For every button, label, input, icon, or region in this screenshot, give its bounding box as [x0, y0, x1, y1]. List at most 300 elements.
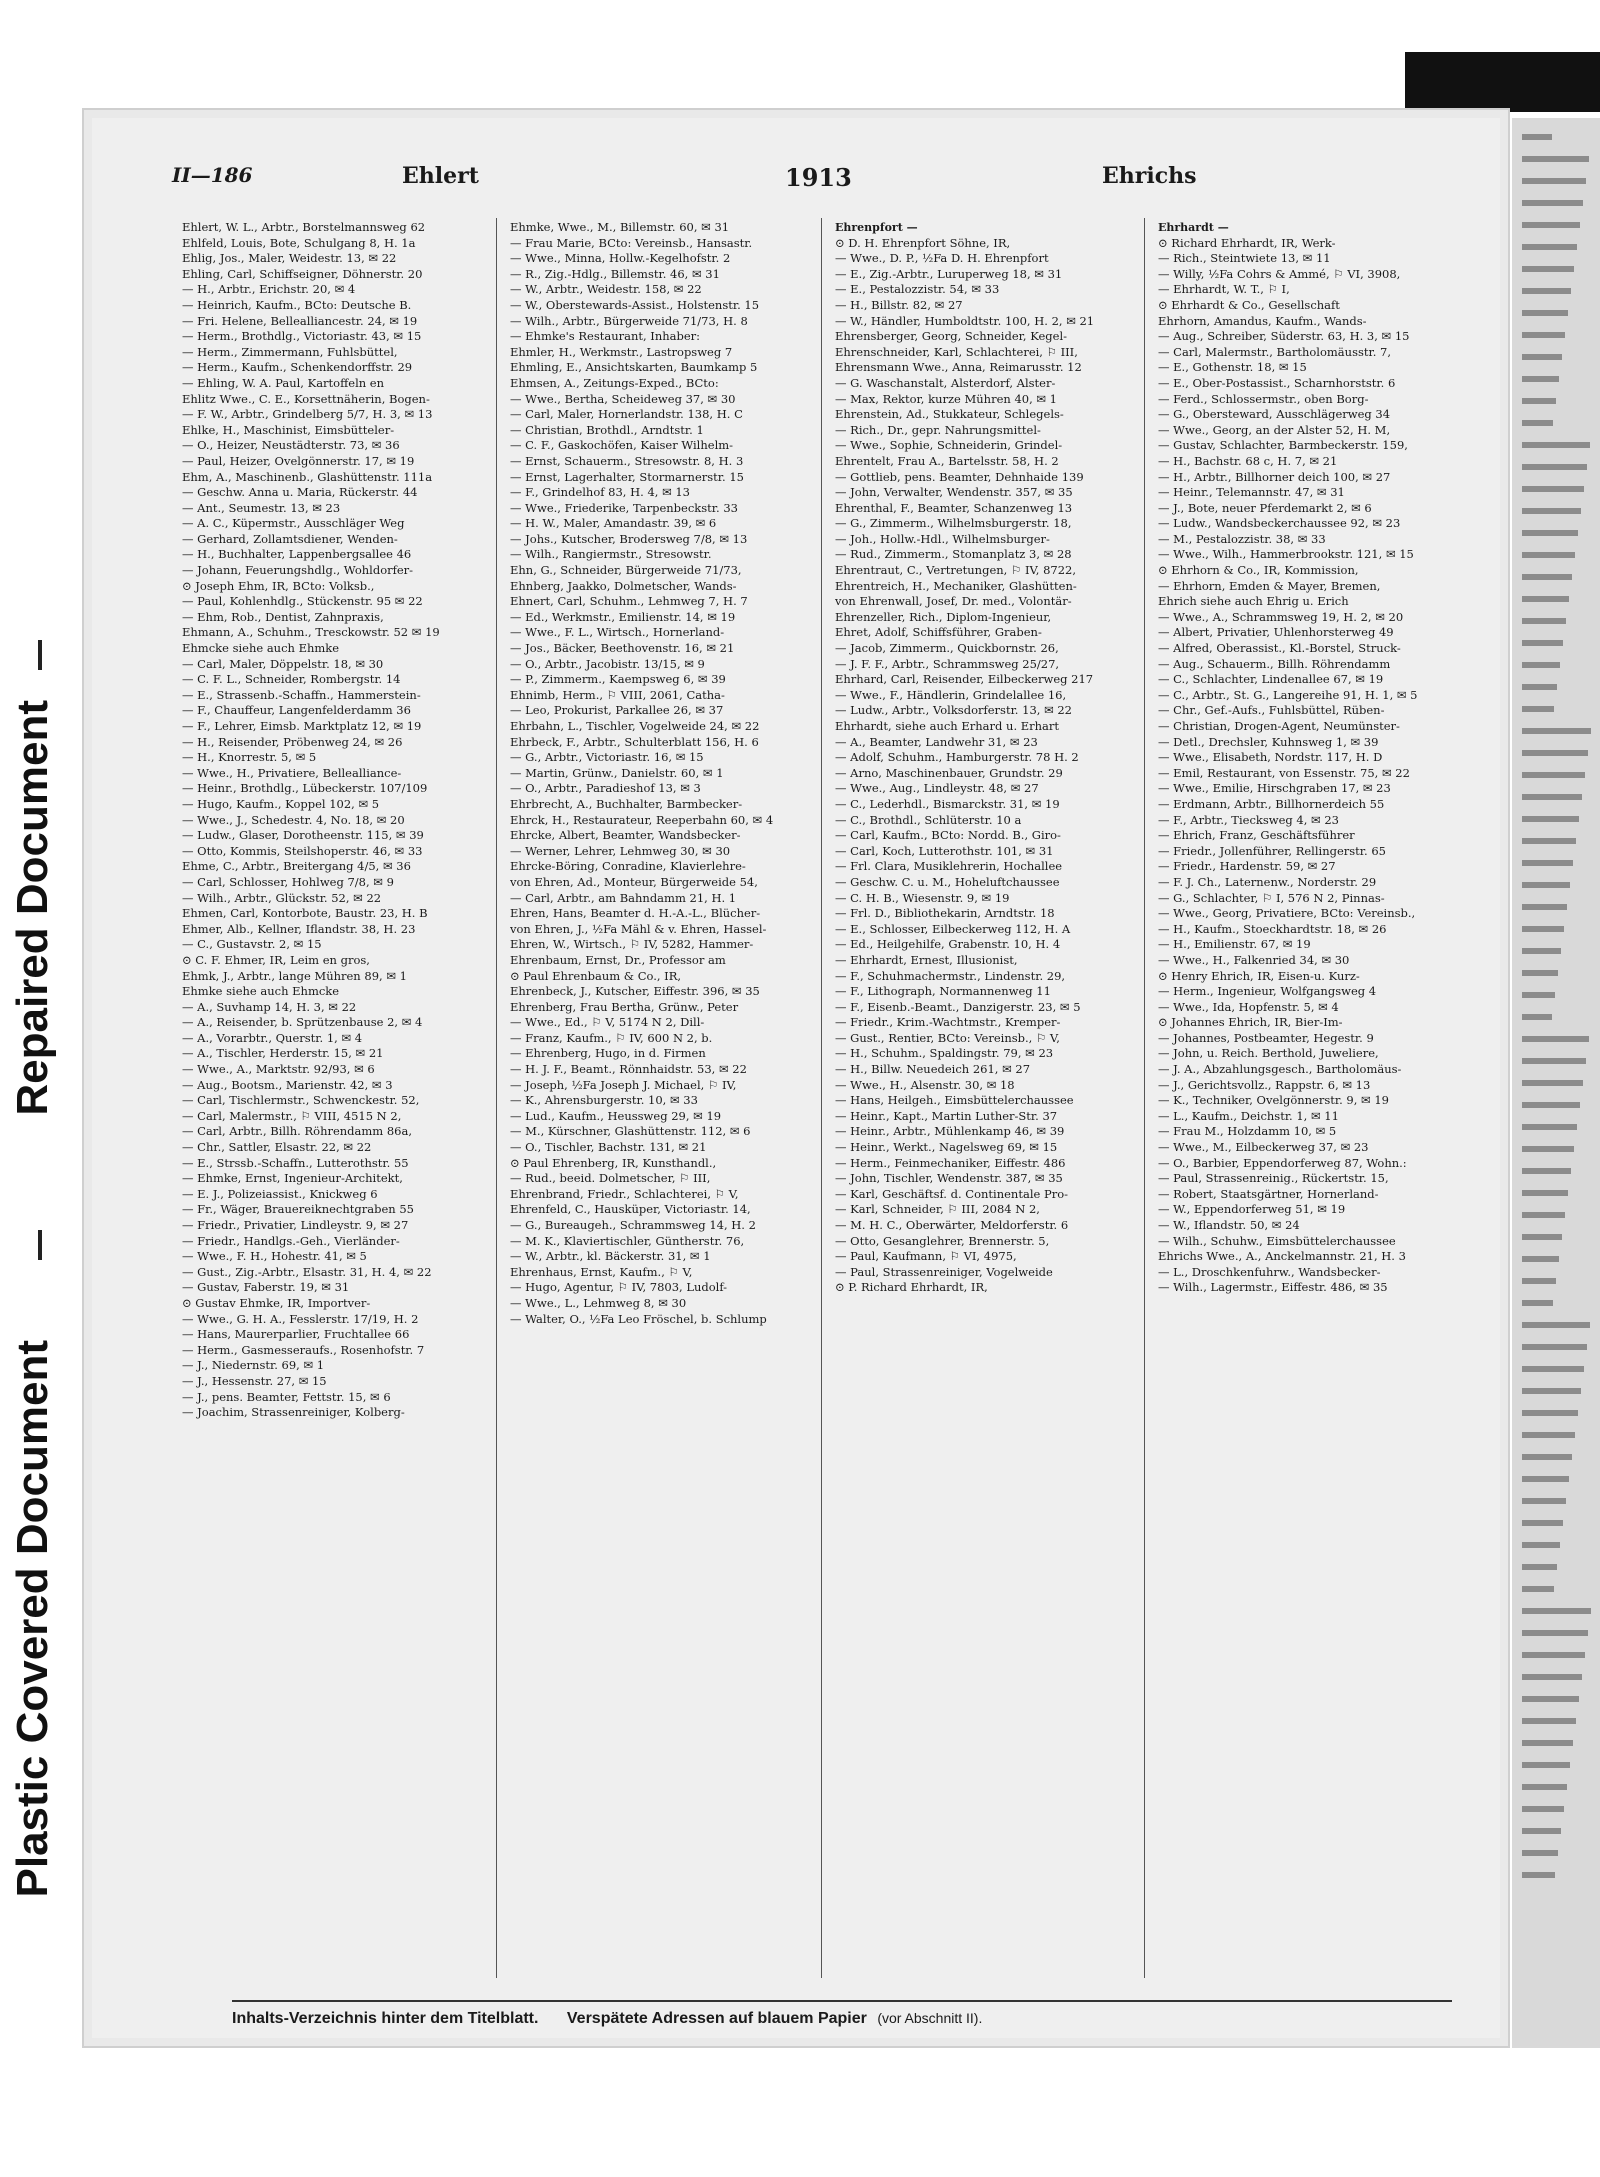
directory-entry: — Ehrich, Franz, Geschäftsführer	[1158, 828, 1355, 843]
directory-entry: — Jos., Bäcker, Beethovenstr. 16, ✉ 21	[510, 641, 735, 656]
adjacent-page-text-line	[1522, 1784, 1567, 1790]
directory-entry: — Carl, Arbtr., Billh. Röhrendamm 86a,	[182, 1124, 413, 1139]
directory-entry: — Joseph, ½Fa Joseph J. Michael, ⚐ IV,	[510, 1077, 737, 1092]
directory-entry: Ehrenschneider, Karl, Schlachterei, ⚐ III,	[835, 344, 1078, 359]
directory-entry: — Friedr., Handlgs.-Geh., Vierländer-	[182, 1233, 400, 1248]
directory-entry: — W., Eppendorferweg 51, ✉ 19	[1158, 1202, 1346, 1217]
directory-entry: — Joachim, Strassenreiniger, Kolberg-	[182, 1405, 405, 1420]
directory-entry: — M., Kürschner, Glashüttenstr. 112, ✉ 6	[510, 1124, 751, 1139]
side-label-top: Repaired Document	[8, 700, 57, 1116]
directory-entry: — C., Arbtr., St. G., Langereihe 91, H. 1, ✉ 5	[1158, 687, 1418, 702]
directory-entry: — K., Ahrensburgerstr. 10, ✉ 33	[510, 1093, 698, 1108]
directory-entry: — Frau M., Holzdamm 10, ✉ 5	[1158, 1124, 1337, 1139]
adjacent-page-text-line	[1522, 332, 1565, 338]
directory-entry: — G., Obersteward, Ausschlägerweg 34	[1158, 407, 1391, 422]
directory-entry: — C. F., Gaskochöfen, Kaiser Wilhelm-	[510, 438, 734, 453]
directory-entry: — Aug., Bootsm., Marienstr. 42, ✉ 3	[182, 1077, 393, 1092]
directory-entry: — Alfred, Oberassist., Kl.-Borstel, Struck-	[1158, 641, 1401, 656]
directory-entry: — Hans, Maurerparlier, Fruchtallee 66	[182, 1327, 410, 1342]
directory-entry: — Johannes, Postbeamter, Hegestr. 9	[1158, 1030, 1374, 1045]
directory-entry: — A., Tischler, Herderstr. 15, ✉ 21	[182, 1046, 384, 1061]
directory-entry: — G., Bureaugeh., Schrammsweg 14, H. 2	[510, 1218, 756, 1232]
directory-entry: — E., Pestalozzistr. 54, ✉ 33	[835, 282, 1000, 297]
directory-entry: Ehmke siehe auch Ehmcke	[182, 984, 340, 999]
directory-entry: — Wilh., Arbtr., Bürgerweide 71/73, H. 8	[510, 313, 748, 328]
adjacent-page-text-line	[1522, 1718, 1576, 1724]
directory-entry: — Rich., Dr., gepr. Nahrungsmittel-	[835, 422, 1041, 437]
directory-entry: — C., Brothdl., Schlüterstr. 10 a	[835, 812, 1022, 827]
directory-entry: — Gottlieb, pens. Beamter, Dehnhaide 139	[835, 469, 1084, 484]
adjacent-page-text-line	[1522, 1850, 1558, 1856]
directory-entry: Ehrenzeller, Rich., Diplom-Ingenieur,	[835, 609, 1052, 624]
side-dash	[38, 1230, 42, 1260]
scan-edge-band	[1405, 52, 1600, 112]
directory-entry: — Herm., Zimmermann, Fuhlsbüttel,	[182, 344, 398, 359]
directory-entry: — F., Eisenb.-Beamt., Danzigerstr. 23, ✉ 5	[835, 999, 1081, 1014]
directory-entry: ⊙ Richard Ehrhardt, IR, Werk-	[1158, 235, 1336, 250]
directory-entry: Ehmer, Alb., Kellner, Iflandstr. 38, H. 23	[182, 921, 416, 936]
adjacent-page-text-line	[1522, 728, 1591, 734]
directory-entry: — K., Techniker, Ovelgönnerstr. 9, ✉ 19	[1158, 1093, 1389, 1108]
directory-entry: — Gust., Rentier, BCto: Vereinsb., ⚐ V,	[835, 1030, 1060, 1045]
adjacent-page-text-line	[1522, 222, 1580, 228]
directory-entry: Ehret, Adolf, Schiffsführer, Graben-	[835, 625, 1042, 640]
directory-entry: — Ludw., Glaser, Dorotheenstr. 115, ✉ 39	[182, 828, 424, 843]
adjacent-page-text-line	[1522, 948, 1561, 954]
directory-entry: Ehrbeck, F., Arbtr., Schulterblatt 156, H. 6	[510, 734, 759, 749]
directory-entry: Ehrentraut, C., Vertretungen, ⚐ IV, 8722,	[835, 563, 1077, 578]
column-head: Ehrhardt —	[1158, 221, 1229, 234]
directory-entry: — Wwe., G. H. A., Fesslerstr. 17/19, H. 2	[182, 1311, 419, 1326]
adjacent-page-text-line	[1522, 1388, 1581, 1394]
page-number: II—186	[172, 163, 253, 187]
directory-entry: — John, u. Reich. Berthold, Juweliere,	[1158, 1046, 1379, 1061]
directory-entry: ⊙ Joseph Ehm, IR, BCto: Volksb.,	[182, 578, 375, 593]
directory-entry: — Friedr., Privatier, Lindleystr. 9, ✉ 27	[182, 1218, 409, 1232]
directory-entry: ⊙ Ehrhardt & Co., Gesellschaft	[1158, 297, 1340, 312]
directory-entry: — Chr., Gef.-Aufs., Fuhlsbüttel, Rüben-	[1158, 703, 1385, 718]
directory-entry: — Wilh., Arbtr., Glückstr. 52, ✉ 22	[182, 890, 382, 905]
directory-entry: — P., Zimmerm., Kaempsweg 6, ✉ 39	[510, 672, 726, 687]
directory-entry: — Carl, Kaufm., BCto: Nordd. B., Giro-	[835, 828, 1061, 843]
directory-entry: — J., Niedernstr. 69, ✉ 1	[182, 1358, 325, 1373]
directory-entry: — L., Droschkenfuhrw., Wandsbecker-	[1158, 1264, 1381, 1279]
directory-entry: Ehmk, J., Arbtr., lange Mühren 89, ✉ 1	[182, 968, 407, 983]
directory-entry: — Wwe., Bertha, Scheideweg 37, ✉ 30	[510, 391, 736, 406]
header-left-word: Ehlert	[402, 163, 479, 189]
directory-entry: ⊙ D. H. Ehrenpfort Söhne, IR,	[835, 235, 1011, 250]
adjacent-page-text-line	[1522, 596, 1569, 602]
adjacent-page-text-line	[1522, 1410, 1578, 1416]
adjacent-page-text-line	[1522, 1058, 1586, 1064]
adjacent-page-text-line	[1522, 1080, 1583, 1086]
directory-entry: — Willy, ½Fa Cohrs & Ammé, ⚐ VI, 3908,	[1158, 266, 1401, 281]
directory-entry: — O., Arbtr., Jacobistr. 13/15, ✉ 9	[510, 656, 705, 671]
column-2	[510, 220, 822, 1327]
directory-entry: — Wwe., F. H., Hohestr. 41, ✉ 5	[182, 1249, 367, 1264]
directory-entry: — Friedr., Jollenführer, Rellingerstr. 65	[1158, 843, 1386, 858]
directory-entry: — G., Schlachter, ⚐ I, 576 N 2, Pinnas-	[1158, 890, 1385, 905]
directory-entry: — O., Arbtr., Paradieshof 13, ✉ 3	[510, 781, 701, 796]
directory-entry: — Geschw. Anna u. Maria, Rückerstr. 44	[182, 485, 418, 500]
adjacent-page-text-line	[1522, 860, 1573, 866]
directory-entry: — H. W., Maler, Amandastr. 39, ✉ 6	[510, 516, 717, 531]
adjacent-page-text-line	[1522, 310, 1568, 316]
directory-entry: — Erdmann, Arbtr., Billhornerdeich 55	[1158, 796, 1385, 811]
directory-entry: — F., Lehrer, Eimsb. Marktplatz 12, ✉ 19	[182, 719, 422, 733]
directory-entry: — Aug., Schreiber, Süderstr. 63, H. 3, ✉ 15	[1158, 329, 1410, 344]
directory-entry: — Fr., Wäger, Brauereiknechtgraben 55	[182, 1202, 414, 1217]
directory-entry: — Wwe., Georg, an der Alster 52, H. M,	[1158, 422, 1391, 437]
directory-entry: — Karl, Geschäftsf. d. Continentale Pro-	[835, 1186, 1069, 1201]
adjacent-page-text-line	[1522, 1762, 1570, 1768]
adjacent-page-text-line	[1522, 970, 1558, 976]
directory-entry: — C. H. B., Wiesenstr. 9, ✉ 19	[835, 890, 1010, 905]
directory-entry: — F. W., Arbtr., Grindelberg 5/7, H. 3, ✉ 13	[182, 407, 433, 422]
directory-entry: — C., Gustavstr. 2, ✉ 15	[182, 937, 322, 952]
adjacent-page-text-line	[1522, 794, 1582, 800]
directory-entry: — Friedr., Krim.-Wachtmstr., Kremper-	[835, 1015, 1061, 1030]
page-footer	[232, 2010, 1472, 2028]
directory-entry: — Ehling, W. A. Paul, Kartoffeln en	[182, 375, 385, 390]
directory-entry: — Franz, Kaufm., ⚐ IV, 600 N 2, b.	[510, 1030, 713, 1045]
directory-entry: — F., Arbtr., Tiecksweg 4, ✉ 23	[1158, 812, 1339, 827]
directory-entry: — Hugo, Kaufm., Koppel 102, ✉ 5	[182, 796, 380, 811]
directory-page	[82, 108, 1510, 2048]
directory-entry: — Emil, Restaurant, von Essenstr. 75, ✉ 22	[1158, 765, 1410, 780]
directory-entry: — Hans, Heilgeh., Eimsbüttelerchaussee	[835, 1093, 1074, 1108]
directory-entry: Ehrbrecht, A., Buchhalter, Barmbecker-	[510, 796, 743, 811]
directory-entry: — Heinr., Telemannstr. 47, ✉ 31	[1158, 485, 1345, 500]
directory-entry: — Aug., Schauerm., Billh. Röhrendamm	[1158, 656, 1391, 671]
page-inner	[92, 118, 1500, 2038]
directory-entry: — Johs., Kutscher, Brodersweg 7/8, ✉ 13	[510, 531, 748, 546]
directory-entry: Ehrck, H., Restaurateur, Reeperbahn 60, ✉ 4	[510, 812, 774, 827]
directory-entry: — Wwe., Wilh., Hammerbrookstr. 121, ✉ 15	[1158, 547, 1414, 562]
header-right-word: Ehrichs	[1102, 163, 1197, 189]
directory-entry: — O., Heizer, Neustädterstr. 73, ✉ 36	[182, 438, 400, 453]
directory-entry: Ehnberg, Jaakko, Dolmetscher, Wands-	[510, 578, 737, 593]
adjacent-page-text-line	[1522, 376, 1559, 382]
directory-entry: — Christian, Drogen-Agent, Neumünster-	[1158, 719, 1400, 733]
directory-entry: — Gustav, Schlachter, Barmbeckerstr. 159,	[1158, 438, 1408, 453]
directory-entry: — Carl, Koch, Lutterothstr. 101, ✉ 31	[835, 843, 1054, 858]
adjacent-page-text-line	[1522, 1652, 1585, 1658]
directory-entry: — G., Zimmerm., Wilhelmsburgerstr. 18,	[835, 516, 1072, 531]
directory-entry: — Carl, Malermstr., ⚐ VIII, 4515 N 2,	[182, 1108, 402, 1123]
directory-entry: — J., Gerichtsvollz., Rappstr. 6, ✉ 13	[1158, 1077, 1371, 1092]
directory-entry: — F., Schuhmachermstr., Lindenstr. 29,	[835, 968, 1066, 983]
directory-entry: — G. Waschanstalt, Alsterdorf, Alster-	[835, 375, 1056, 390]
directory-entry: — E., Strssb.-Schaffn., Lutterothstr. 55	[182, 1155, 409, 1170]
directory-entry: — Martin, Grünw., Danielstr. 60, ✉ 1	[510, 765, 724, 780]
directory-entry: — H., Arbtr., Erichstr. 20, ✉ 4	[182, 282, 356, 297]
directory-entry: — Heinr., Werkt., Nagelsweg 69, ✉ 15	[835, 1140, 1058, 1155]
directory-entry: — E., Strassenb.-Schaffn., Hammerstein-	[182, 687, 421, 702]
adjacent-page-text-line	[1522, 1234, 1562, 1240]
adjacent-page-text-line	[1522, 926, 1564, 932]
column-head: Ehrenpfort —	[835, 221, 918, 234]
adjacent-page-text-line	[1522, 838, 1576, 844]
directory-entry: — Ant., Seumestr. 13, ✉ 23	[182, 500, 341, 515]
directory-entry: — M. K., Klaviertischler, Güntherstr. 76,	[510, 1233, 745, 1248]
column-1	[182, 220, 494, 1421]
directory-entry: — J. A., Abzahlungsgesch., Bartholomäus-	[1158, 1062, 1402, 1077]
directory-entry: — Wwe., Sophie, Schneiderin, Grindel-	[835, 438, 1063, 453]
directory-entry: — Wilh., Rangiermstr., Stresowstr.	[510, 547, 712, 562]
adjacent-page-text-line	[1522, 1036, 1589, 1042]
directory-entry: — Paul, Kohlenhdlg., Stückenstr. 95 ✉ 22	[182, 594, 423, 609]
adjacent-page-text-line	[1522, 398, 1556, 404]
directory-entry: — E., Gothenstr. 18, ✉ 15	[1158, 360, 1307, 375]
adjacent-page-text-line	[1522, 1278, 1556, 1284]
adjacent-page-text-line	[1522, 1168, 1571, 1174]
directory-entry: — Carl, Maler, Döppelstr. 18, ✉ 30	[182, 656, 384, 671]
directory-entry: — Wwe., A., Schrammsweg 19, H. 2, ✉ 20	[1158, 609, 1404, 624]
directory-entry: — Carl, Arbtr., am Bahndamm 21, H. 1	[510, 890, 737, 905]
directory-entry: — Ehrenberg, Hugo, in d. Firmen	[510, 1046, 706, 1061]
adjacent-page-text-line	[1522, 1740, 1573, 1746]
directory-entry: — F., Chauffeur, Langenfelderdamm 36	[182, 703, 411, 718]
adjacent-page-text-line	[1522, 618, 1566, 624]
directory-entry: — Christian, Brothdl., Arndtstr. 1	[510, 422, 704, 437]
adjacent-page-text-line	[1522, 1696, 1579, 1702]
directory-entry: — W., Iflandstr. 50, ✉ 24	[1158, 1218, 1300, 1232]
directory-entry: — F., Grindelhof 83, H. 4, ✉ 13	[510, 485, 691, 500]
directory-entry: — F. J. Ch., Laternenw., Norderstr. 29	[1158, 874, 1377, 889]
directory-entry: Ehrenbaum, Ernst, Dr., Professor am	[510, 952, 726, 967]
directory-entry: — Wwe., D. P., ½Fa D. H. Ehrenpfort	[835, 251, 1049, 266]
directory-entry: — J., pens. Beamter, Fettstr. 15, ✉ 6	[182, 1389, 391, 1404]
adjacent-page-text-line	[1522, 904, 1567, 910]
directory-entry: — Wwe., J., Schedestr. 4, No. 18, ✉ 20	[182, 812, 405, 827]
adjacent-page-text-line	[1522, 156, 1589, 162]
adjacent-page-text-line	[1522, 178, 1586, 184]
directory-entry: — J. F. F., Arbtr., Schrammsweg 25/27,	[835, 656, 1060, 671]
adjacent-page-text-line	[1522, 1366, 1584, 1372]
directory-entry: — Lud., Kaufm., Heussweg 29, ✉ 19	[510, 1108, 722, 1123]
directory-entry: — Paul, Strassenreinig., Rückertstr. 15,	[1158, 1171, 1389, 1186]
directory-entry: — A., Beamter, Landwehr 31, ✉ 23	[835, 734, 1038, 749]
adjacent-page-text-line	[1522, 200, 1583, 206]
adjacent-page-text-line	[1522, 354, 1562, 360]
adjacent-page-text-line	[1522, 420, 1553, 426]
directory-entry: Ehrich siehe auch Ehrig u. Erich	[1158, 594, 1349, 609]
side-dash	[38, 640, 42, 670]
directory-entry: — Ehmke, Ernst, Ingenieur-Architekt,	[182, 1171, 403, 1186]
adjacent-page-text-line	[1522, 574, 1572, 580]
directory-entry: — Wilh., Lagermstr., Eiffestr. 486, ✉ 35	[1158, 1280, 1388, 1295]
directory-entry: — Heinr., Arbtr., Mühlenkamp 46, ✉ 39	[835, 1124, 1065, 1139]
directory-entry: — Ed., Heilgehilfe, Grabenstr. 10, H. 4	[835, 937, 1061, 952]
directory-entry: — Otto, Gesanglehrer, Brennerstr. 5,	[835, 1233, 1050, 1248]
directory-entry: — W., Arbtr., kl. Bäckerstr. 31, ✉ 1	[510, 1249, 711, 1264]
directory-entry: — Wwe., H., Alsenstr. 30, ✉ 18	[835, 1077, 1015, 1092]
directory-entry: — John, Verwalter, Wendenstr. 357, ✉ 35	[835, 485, 1073, 500]
directory-entry: — Johann, Feuerungshdlg., Wohldorfer-	[182, 563, 414, 578]
directory-entry: — Fri. Helene, Bellealliancestr. 24, ✉ 19	[182, 313, 418, 328]
directory-entry: — Adolf, Schuhm., Hamburgerstr. 78 H. 2	[835, 750, 1079, 765]
directory-entry: — Ehrhardt, Ernest, Illusionist,	[835, 952, 1018, 967]
directory-entry: — H., Bachstr. 68 c, H. 7, ✉ 21	[1158, 453, 1338, 468]
directory-entry: — H., Arbtr., Billhorner deich 100, ✉ 27	[1158, 469, 1391, 484]
directory-entry: Ehrhardt, siehe auch Erhard u. Erhart	[835, 719, 1060, 733]
directory-entry: — C. F. L., Schneider, Rombergstr. 14	[182, 672, 401, 687]
directory-entry: — C., Lederhdl., Bismarckstr. 31, ✉ 19	[835, 796, 1060, 811]
directory-entry: — Max, Rektor, kurze Mühren 40, ✉ 1	[835, 391, 1058, 406]
adjacent-page-text-line	[1522, 1674, 1582, 1680]
column-3	[835, 220, 1147, 1296]
adjacent-page-text-line	[1522, 1564, 1557, 1570]
directory-entry: — Wwe., Ed., ⚐ V, 5174 N 2, Dill-	[510, 1015, 705, 1030]
adjacent-page-text-line	[1522, 1344, 1587, 1350]
column-4	[1158, 220, 1476, 1296]
directory-entry: — Frau Marie, BCto: Vereinsb., Hansastr.	[510, 235, 753, 250]
directory-entry: — Gust., Zig.-Arbtr., Elsastr. 31, H. 4, ✉ 22	[182, 1264, 432, 1279]
adjacent-page-text-line	[1522, 1212, 1565, 1218]
directory-entry: Ehmcke siehe auch Ehmke	[182, 641, 340, 656]
directory-entry: — Carl, Malermstr., Bartholomäusstr. 7,	[1158, 344, 1392, 359]
directory-entry: — W., Arbtr., Weidestr. 158, ✉ 22	[510, 282, 702, 297]
directory-entry: — Chr., Sattler, Elsastr. 22, ✉ 22	[182, 1140, 372, 1155]
directory-entry: — H., Emilienstr. 67, ✉ 19	[1158, 937, 1311, 952]
directory-entry: ⊙ Paul Ehrenbaum & Co., IR,	[510, 968, 682, 983]
directory-entry: Ehrenbeck, J., Kutscher, Eiffestr. 396, ✉ 35	[510, 984, 760, 999]
adjacent-page-text-line	[1522, 816, 1579, 822]
directory-entry: Ehrhard, Carl, Reisender, Eilbeckerweg 217	[835, 672, 1094, 687]
directory-entry: — F., Lithograph, Normannenweg 11	[835, 984, 1051, 999]
adjacent-page-text-line	[1522, 1124, 1577, 1130]
directory-entry: — Gerhard, Zollamtsdiener, Wenden-	[182, 531, 398, 546]
directory-entry: Ehrenhaus, Ernst, Kaufm., ⚐ V,	[510, 1264, 693, 1279]
directory-entry: ⊙ Henry Ehrich, IR, Eisen-u. Kurz-	[1158, 968, 1360, 983]
directory-entry: — Herm., Kaufm., Schenkendorffstr. 29	[182, 360, 413, 375]
directory-entry: — J., Bote, neuer Pferdemarkt 2, ✉ 6	[1158, 500, 1372, 515]
adjacent-page-text-line	[1522, 1146, 1574, 1152]
directory-entry: — Heinrich, Kaufm., BCto: Deutsche B.	[182, 297, 412, 312]
directory-entry: — M. H. C., Oberwärter, Meldorferstr. 6	[835, 1218, 1069, 1232]
directory-entry: — John, Tischler, Wendenstr. 387, ✉ 35	[835, 1171, 1063, 1186]
directory-entry: — O., Barbier, Eppendorferweg 87, Wohn.:	[1158, 1155, 1407, 1170]
adjacent-page-text-line	[1522, 1608, 1591, 1614]
footer-left: Inhalts-Verzeichnis hinter dem Titelblatt.	[232, 2010, 539, 2027]
adjacent-page-text-line	[1522, 1476, 1569, 1482]
directory-entry: — E., Schlosser, Eilbeckerweg 112, H. A	[835, 921, 1071, 936]
adjacent-page-text-line	[1522, 1300, 1553, 1306]
directory-entry: Ehrenstein, Ad., Stukkateur, Schlegels-	[835, 407, 1064, 422]
directory-entry: — Ludw., Wandsbeckerchaussee 92, ✉ 23	[1158, 516, 1401, 531]
directory-entry: — Wwe., H., Privatiere, Bellealliance-	[182, 765, 402, 780]
directory-entry: von Ehrenwall, Josef, Dr. med., Volontär-	[835, 594, 1072, 609]
directory-entry: — Karl, Schneider, ⚐ III, 2084 N 2,	[835, 1202, 1040, 1217]
directory-entry: — Wwe., Aug., Lindleystr. 48, ✉ 27	[835, 781, 1039, 796]
directory-entry: Ehmann, A., Schuhm., Tresckowstr. 52 ✉ 19	[182, 625, 440, 640]
adjacent-page-text-line	[1522, 530, 1578, 536]
adjacent-page-text-line	[1522, 1190, 1568, 1196]
directory-entry: — Herm., Gasmesseraufs., Rosenhofstr. 7	[182, 1342, 425, 1357]
adjacent-page-text-line	[1522, 772, 1585, 778]
adjacent-page-text-line	[1522, 882, 1570, 888]
page-header	[172, 163, 1442, 203]
directory-entry: — Rich., Steintwiete 13, ✉ 11	[1158, 251, 1331, 266]
directory-entry: Ehlfeld, Louis, Bote, Schulgang 8, H. 1a	[182, 235, 416, 250]
directory-entry: Ehrenberg, Frau Bertha, Grünw., Peter	[510, 999, 739, 1014]
directory-entry: — G., Arbtr., Victoriastr. 16, ✉ 15	[510, 750, 704, 765]
directory-entry: — Heinr., Brothdlg., Lübeckerstr. 107/109	[182, 781, 428, 796]
directory-entry: — H., Billstr. 82, ✉ 27	[835, 297, 963, 312]
directory-entry: Ehrcke, Albert, Beamter, Wandsbecker-	[510, 828, 741, 843]
directory-entry: — Wwe., Ida, Hopfenstr. 5, ✉ 4	[1158, 999, 1339, 1014]
adjacent-page-text-line	[1522, 1102, 1580, 1108]
directory-entry: Ehrcke-Böring, Conradine, Klavierlehre-	[510, 859, 746, 874]
directory-entry: — H., Kaufm., Stoeckhardtstr. 18, ✉ 26	[1158, 921, 1387, 936]
directory-entry: — A., Reisender, b. Sprützenbause 2, ✉ 4	[182, 1015, 423, 1030]
adjacent-page-text-line	[1522, 750, 1588, 756]
directory-entry: — Otto, Kommis, Steilshoperstr. 46, ✉ 33	[182, 843, 423, 858]
directory-entry: — E., Ober-Postassist., Scharnhorststr. 6	[1158, 375, 1396, 390]
directory-entry: — Carl, Tischlermstr., Schwenckestr. 52,	[182, 1093, 420, 1108]
directory-entry: Ehm, A., Maschinenb., Glashüttenstr. 111a	[182, 469, 433, 484]
directory-entry: — Friedr., Hardenstr. 59, ✉ 27	[1158, 859, 1336, 874]
directory-entry: — H., Buchhalter, Lappenbergsallee 46	[182, 547, 412, 562]
adjacent-page-text-line	[1522, 1256, 1559, 1262]
directory-entry: — Wwe., Emilie, Hirschgraben 17, ✉ 23	[1158, 781, 1391, 796]
adjacent-page-text-line	[1522, 552, 1575, 558]
directory-entry: Ehrhorn, Amandus, Kaufm., Wands-	[1158, 313, 1367, 328]
directory-entry: — L., Kaufm., Deichstr. 1, ✉ 11	[1158, 1108, 1339, 1123]
directory-entry: — Frl. Clara, Musiklehrerin, Hochallee	[835, 859, 1063, 874]
directory-entry: Ehrenbrand, Friedr., Schlachterei, ⚐ V,	[510, 1186, 739, 1201]
directory-entry: — Carl, Schlosser, Hohlweg 7/8, ✉ 9	[182, 874, 394, 889]
adjacent-page-text-line	[1522, 640, 1563, 646]
adjacent-page-text-line	[1522, 1498, 1566, 1504]
directory-entry: — Ehrhorn, Emden & Mayer, Bremen,	[1158, 578, 1381, 593]
directory-entry: — H., Reisender, Pröbenweg 24, ✉ 26	[182, 734, 403, 749]
directory-entry: Ehrensmann Wwe., Anna, Reimarusstr. 12	[835, 360, 1082, 375]
directory-entry: — Hugo, Agentur, ⚐ IV, 7803, Ludolf-	[510, 1280, 728, 1295]
directory-entry: — Ludw., Arbtr., Volksdorferstr. 13, ✉ 22	[835, 703, 1072, 718]
directory-entry: — Gustav, Faberstr. 19, ✉ 31	[182, 1280, 350, 1295]
directory-entry: Ehmler, H., Werkmstr., Lastropsweg 7	[510, 344, 733, 359]
directory-entry: — A., Suvhamp 14, H. 3, ✉ 22	[182, 999, 357, 1014]
adjacent-page-text-line	[1522, 992, 1555, 998]
directory-entry: — Heinr., Kapt., Martin Luther-Str. 37	[835, 1108, 1058, 1123]
directory-entry: — Wwe., A., Marktstr. 92/93, ✉ 6	[182, 1062, 375, 1077]
column-rule	[496, 218, 497, 1978]
adjacent-page-text-line	[1522, 1828, 1561, 1834]
directory-entry: — Rud., Zimmerm., Stomanplatz 3, ✉ 28	[835, 547, 1072, 562]
directory-entry: — Ernst, Lagerhalter, Stormarnerstr. 15	[510, 469, 744, 484]
adjacent-page-text-line	[1522, 1322, 1590, 1328]
directory-entry: — Ed., Werkmstr., Emilienstr. 14, ✉ 19	[510, 609, 736, 624]
directory-entry: — Ehmke's Restaurant, Inhaber:	[510, 329, 701, 344]
directory-entry: Ehrentreich, H., Mechaniker, Glashütten-	[835, 578, 1077, 593]
directory-entry: — Rud., beeid. Dolmetscher, ⚐ III,	[510, 1171, 711, 1186]
directory-entry: — Wwe., Georg, Privatiere, BCto: Vereinsb.,	[1158, 906, 1416, 921]
adjacent-page-text-line	[1522, 1872, 1555, 1878]
directory-entry: — Wilh., Schuhw., Eimsbüttelerchaussee	[1158, 1233, 1396, 1248]
directory-entry: Ehlke, H., Maschinist, Eimsbütteler-	[182, 422, 395, 437]
directory-entry: — Wwe., F. L., Wirtsch., Hornerland-	[510, 625, 725, 640]
directory-entry: — J., Hessenstr. 27, ✉ 15	[182, 1373, 327, 1388]
directory-entry: — Ehm, Rob., Dentist, Zahnpraxis,	[182, 609, 384, 624]
directory-entry: — Frl. D., Bibliothekarin, Arndtstr. 18	[835, 906, 1055, 921]
adjacent-page-text-line	[1522, 684, 1557, 690]
footer-rule	[232, 2000, 1452, 2002]
footer-right: Verspätete Adressen auf blauem Papier	[566, 2010, 867, 2027]
directory-entry: — Wwe., L., Lehmweg 8, ✉ 30	[510, 1295, 687, 1310]
adjacent-page-text-line	[1522, 1432, 1575, 1438]
